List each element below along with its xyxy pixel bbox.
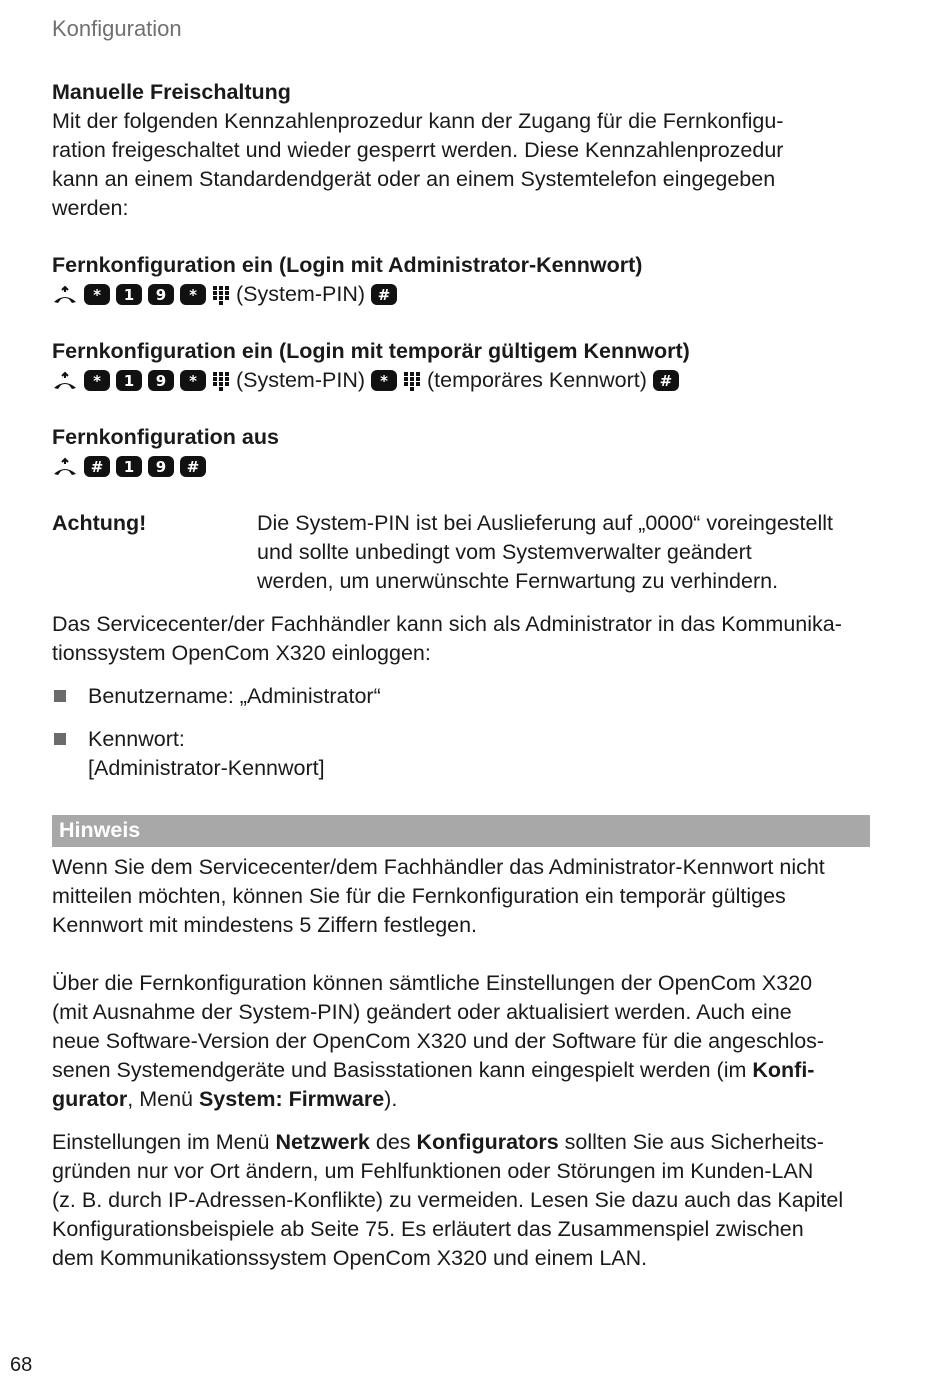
pin-label: (System-PIN)	[236, 282, 365, 306]
body-line	[52, 1128, 874, 1157]
list-item-text: Kennwort:	[88, 727, 185, 751]
key-hash: #	[84, 456, 110, 477]
list-item	[52, 682, 874, 711]
key-star: *	[180, 370, 206, 391]
body-text: des	[369, 1130, 417, 1154]
warning-text	[257, 509, 833, 596]
note-line: mitteilen möchten, können Sie für die Fernkonfiguration ein temporär gültiges	[52, 884, 786, 908]
key-1: 1	[116, 456, 142, 477]
admin-intro-line: tionssystem OpenCom X320 einloggen:	[52, 641, 431, 665]
key-sequence	[52, 452, 874, 481]
running-header: Konfiguration	[52, 16, 182, 41]
configurator-term: gurator	[52, 1087, 128, 1111]
key-1: 1	[116, 284, 142, 305]
handset-lift-icon	[52, 284, 78, 306]
configurator-term: Konfigurators	[416, 1130, 559, 1154]
warning-line: und sollte unbedingt vom Systemverwalter geändert	[257, 540, 752, 564]
warning-line: Die System-PIN ist bei Auslieferung auf „0000“ voreingestellt	[257, 511, 833, 535]
admin-intro-line: Das Servicecenter/der Fachhändler kann sich als Administrator in das Kommunika-	[52, 612, 842, 636]
key-sequence	[52, 280, 874, 309]
key-star: *	[84, 284, 110, 305]
key-1: 1	[116, 370, 142, 391]
menu-name: Netzwerk	[275, 1130, 370, 1154]
section-heading: Manuelle Freischaltung	[52, 80, 291, 104]
key-star: *	[180, 284, 206, 305]
intro-line: kann an einem Standardendgerät oder an einem Systemtelefon eingegeben	[52, 167, 776, 191]
keypad-digits-icon	[212, 371, 230, 391]
key-hash: #	[653, 370, 679, 391]
intro-line: ration freigeschaltet und wieder gesperrt werden. Diese Kennzahlenprozedur	[52, 138, 784, 162]
handset-lift-icon	[52, 456, 78, 478]
keypad-digits-icon	[403, 371, 421, 391]
intro-line: werden:	[52, 196, 129, 220]
list-item-text: [Administrator-Kennwort]	[88, 756, 325, 780]
body-line: Konfigurationsbeispiele ab Seite 75. Es erläutert das Zusammenspiel zwischen	[52, 1217, 804, 1241]
page-number: 68	[10, 1354, 33, 1376]
key-star: *	[84, 370, 110, 391]
body-line	[52, 1056, 874, 1085]
intro-line: Mit der folgenden Kennzahlenprozedur kann der Zugang für die Fernkonfigu-	[52, 109, 784, 133]
procedure-title: Fernkonfiguration ein (Login mit Administrator-Kennwort)	[52, 253, 643, 277]
body-line: Über die Fernkonfiguration können sämtliche Einstellungen der OpenCom X320	[52, 971, 813, 995]
note-header: Hinweis	[52, 815, 870, 847]
warning-label: Achtung!	[52, 511, 147, 535]
key-9: 9	[148, 284, 174, 305]
body-text: senen Systemendgeräte und Basisstationen kann eingespielt werden (im	[52, 1058, 753, 1082]
key-9: 9	[148, 456, 174, 477]
procedure-title: Fernkonfiguration ein (Login mit temporär gültigem Kennwort)	[52, 339, 690, 363]
body-line: (mit Ausnahme der System-PIN) geändert oder aktualisiert werden. Auch eine	[52, 1000, 792, 1024]
keypad-digits-icon	[212, 285, 230, 305]
bullet-square-icon	[54, 690, 66, 702]
warning-block	[52, 509, 874, 596]
body-line	[52, 1085, 874, 1114]
note-line: Kennwort mit mindestens 5 Ziffern festlegen.	[52, 913, 478, 937]
key-sequence	[52, 366, 874, 395]
list-item	[52, 725, 874, 783]
body-text: ).	[384, 1087, 398, 1111]
note-line: Wenn Sie dem Servicecenter/dem Fachhändler das Administrator-Kennwort nicht	[52, 855, 825, 879]
key-hash: #	[371, 284, 397, 305]
menu-path: System: Firmware	[198, 1087, 385, 1111]
body-text: , Menü	[127, 1087, 199, 1111]
body-line: (z. B. durch IP-Adressen-Konflikte) zu vermeiden. Lesen Sie dazu auch das Kapitel	[52, 1188, 844, 1212]
list-item-text: Benutzername: „Administrator“	[88, 684, 381, 708]
handset-lift-icon	[52, 370, 78, 392]
body-line: gründen nur vor Ort ändern, um Fehlfunktionen oder Störungen im Kunden-LAN	[52, 1159, 814, 1183]
configurator-term: Konfi-	[752, 1058, 815, 1082]
temp-password-label: (temporäres Kennwort)	[427, 368, 647, 392]
body-line: neue Software-Version der OpenCom X320 und der Software für die angeschlos-	[52, 1029, 825, 1053]
bullet-square-icon	[54, 733, 66, 745]
key-star: *	[371, 370, 397, 391]
page-content	[52, 78, 874, 1273]
body-text: sollten Sie aus Sicherheits-	[558, 1130, 824, 1154]
body-line: dem Kommunikationssystem OpenCom X320 und einem LAN.	[52, 1246, 648, 1270]
warning-line: werden, um unerwünschte Fernwartung zu verhindern.	[257, 569, 779, 593]
key-9: 9	[148, 370, 174, 391]
body-text: Einstellungen im Menü	[52, 1130, 276, 1154]
key-hash: #	[180, 456, 206, 477]
pin-label: (System-PIN)	[236, 368, 365, 392]
procedure-title: Fernkonfiguration aus	[52, 425, 279, 449]
